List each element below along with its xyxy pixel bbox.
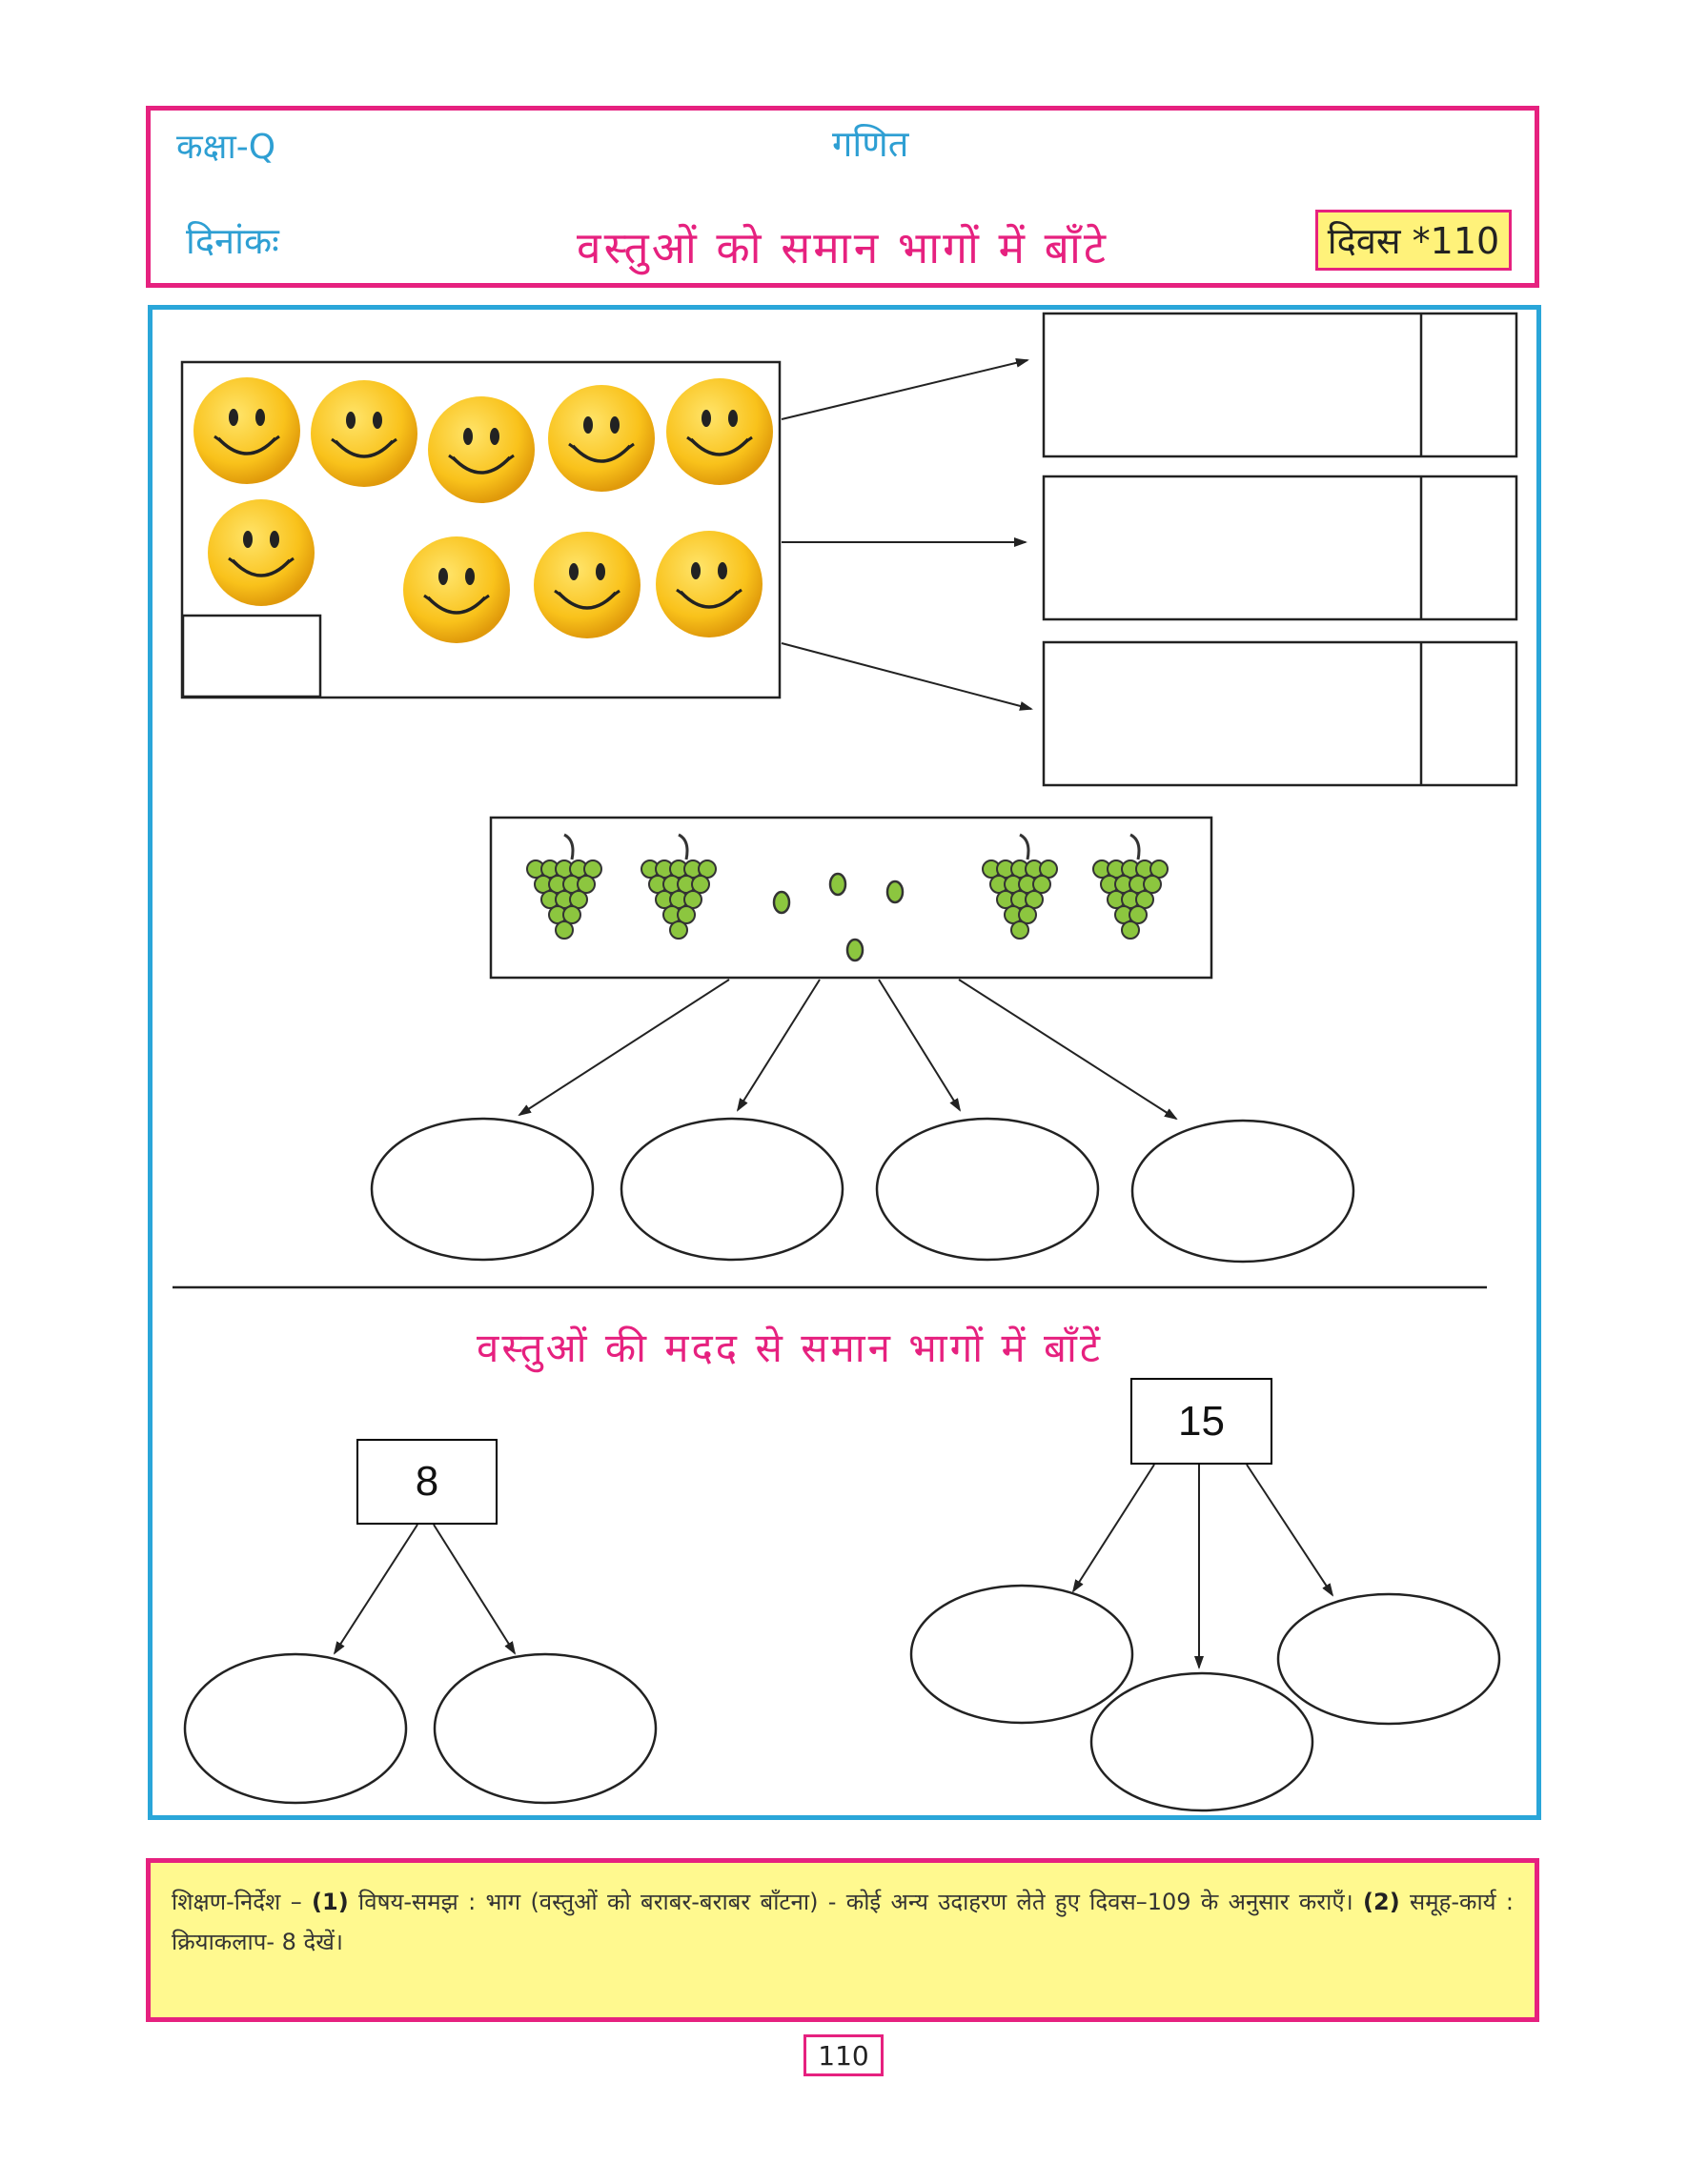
- smiley-face-icon: [193, 377, 300, 484]
- subject-label: गणित: [832, 123, 909, 165]
- arrow: [335, 1525, 417, 1653]
- note-part1-title: विषय-समझ :: [358, 1889, 477, 1915]
- count-answer-box[interactable]: [183, 616, 320, 697]
- smiley-face-icon: [548, 385, 655, 492]
- answer-oval[interactable]: [621, 1119, 843, 1260]
- answer-row[interactable]: [1044, 476, 1516, 619]
- day-badge: दिवस *110: [1315, 210, 1512, 271]
- note-part1-text: भाग (वस्तुओं को बराबर-बराबर बाँटना) - कोई अन्य उदाहरण लेते हुए दिवस–109 के अनुसार कराएँ।: [485, 1889, 1353, 1915]
- teaching-note: शिक्षण-निर्देश – (1) विषय-समझ : भाग (वस्तुओं को बराबर-बराबर बाँटना) - कोई अन्य उदाहरण लेते हुए दिवस–109 के अनुसार कराएँ। (2) समूह-कार्य : क्रियाकलाप- 8 देखें।: [146, 1858, 1539, 2022]
- number-box-15: 15: [1130, 1378, 1272, 1465]
- smiley-face-icon: [311, 380, 417, 487]
- answer-row[interactable]: [1044, 642, 1516, 785]
- arrow: [1247, 1465, 1332, 1595]
- smiley-face-icon: [428, 396, 535, 503]
- arrow: [434, 1525, 515, 1653]
- answer-oval[interactable]: [1278, 1594, 1499, 1724]
- smiley-face-icon: [534, 532, 641, 638]
- answer-oval[interactable]: [911, 1586, 1132, 1723]
- date-label: दिनांकः: [186, 220, 279, 262]
- page-number: 110: [803, 2034, 884, 2076]
- answer-oval[interactable]: [185, 1654, 406, 1803]
- answer-oval[interactable]: [372, 1119, 593, 1260]
- note-part1-number: (1): [312, 1889, 349, 1915]
- smiley-face-icon: [403, 536, 510, 643]
- arrow: [519, 980, 729, 1115]
- answer-oval[interactable]: [1091, 1673, 1312, 1810]
- note-part2-title: समूह-कार्य :: [1410, 1889, 1514, 1915]
- class-label: कक्षा-Q: [176, 128, 276, 167]
- note-part2-number: (2): [1363, 1889, 1400, 1915]
- arrow: [959, 980, 1176, 1119]
- arrow: [782, 360, 1027, 419]
- section-subtitle: वस्तुओं की मदद से समान भागों में बाँटें: [477, 1325, 1104, 1371]
- note-label: शिक्षण-निर्देश: [172, 1889, 281, 1915]
- smiley-face-icon: [656, 531, 763, 637]
- smiley-face-icon: [208, 499, 315, 606]
- answer-oval[interactable]: [1132, 1121, 1353, 1262]
- answer-oval[interactable]: [877, 1119, 1098, 1260]
- page-title: वस्तुओं को समान भागों में बाँटे: [577, 222, 1109, 273]
- note-part2-text: क्रियाकलाप- 8 देखें।: [172, 1929, 343, 1955]
- answer-oval[interactable]: [435, 1654, 656, 1803]
- answer-row[interactable]: [1044, 313, 1516, 456]
- arrow: [1073, 1465, 1154, 1591]
- arrow: [738, 980, 820, 1110]
- smiley-face-icon: [666, 378, 773, 485]
- arrow: [879, 980, 960, 1110]
- number-box-8: 8: [356, 1439, 498, 1525]
- arrow: [782, 643, 1031, 709]
